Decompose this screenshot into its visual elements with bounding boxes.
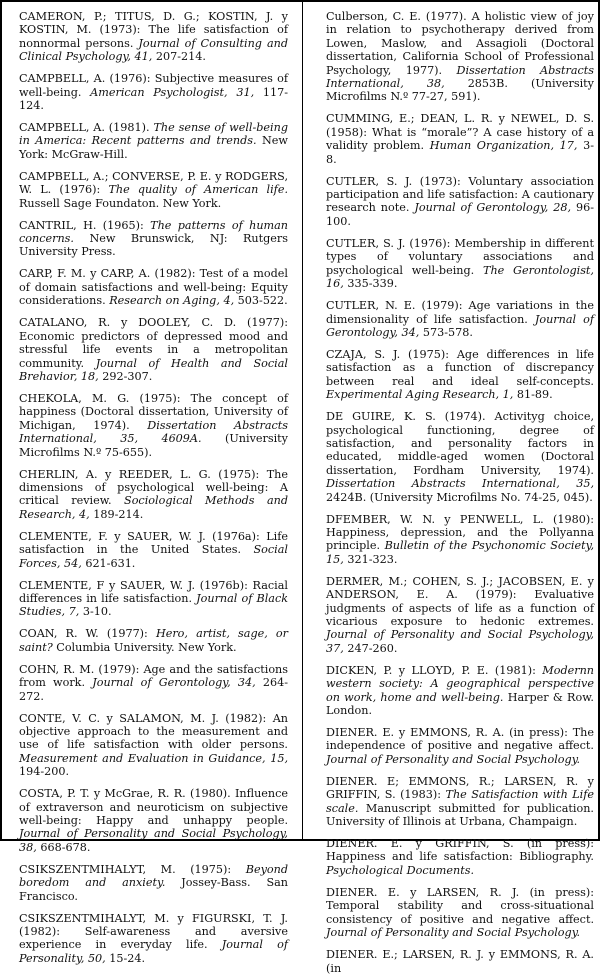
reference-entry — [19, 267, 288, 307]
reference-text: Culberson, C. E. (1977). A holistic view of joy in relation to psychotherapy derived from Lowen, Maslow, and Assagioli (Doctoral dissertation, California School of Professional Psychology, 1977). — [326, 10, 594, 77]
reference-entry — [19, 712, 288, 779]
reference-text: 292-307. — [98, 369, 153, 383]
reference-source: Journal of Gerontology, 34, — [326, 312, 594, 339]
reference-source: Journal of Consulting and Clinical Psychology, 41, — [19, 36, 289, 64]
reference-entry — [19, 627, 288, 654]
reference-text: DIENER. E. y EMMONS, R. A. (in press): The independence of positive and negative affect. — [326, 726, 594, 753]
reference-source: Journal of Black Studies, 7, — [19, 591, 288, 619]
reference-entry — [326, 775, 594, 829]
reference-source: The Satisfaction with Life scale. — [326, 788, 594, 815]
reference-source: The Gerontologist, 16, — [326, 263, 594, 291]
reference-text: 81-89. — [513, 388, 553, 402]
reference-entry — [326, 664, 594, 718]
reference-text: CARP, F. M. y CARP, A. (1982): Test of a model of domain satisfactions and well-being: Equity considerations. — [19, 267, 288, 308]
reference-entry — [19, 392, 288, 459]
left-column — [19, 10, 289, 965]
reference-text: 264-272. — [19, 676, 288, 703]
reference-text: 194-200. — [19, 765, 70, 779]
reference-text: 573-578. — [419, 325, 473, 339]
reference-text: 2853B. (University Microfilms N.º 77-27, 591). — [326, 77, 594, 104]
reference-text: CUMMING, E.; DEAN, L. R. y NEWEL, D. S. (1958): What is “morale”? A case history of a validity problem. — [326, 112, 594, 153]
column-divider — [302, 2, 303, 839]
reference-text: CUTLER, N. E. (1979): Age variations in the dimensionality of life satisfaction. — [326, 299, 594, 326]
reference-entry — [19, 10, 288, 64]
reference-text: New York: McGraw-Hill. — [19, 134, 288, 161]
reference-text: CLEMENTE, F. y SAUER, W. J. (1976a): Life satisfaction in the United States. — [19, 529, 288, 557]
reference-entry — [19, 219, 288, 259]
reference-text: CSIKSZENTMIHALYT, M. (1975): — [19, 862, 246, 876]
reference-text: CLEMENTE, F y SAUER, W. J. (1976b): Racial differences in life satisfaction. — [19, 578, 288, 605]
reference-source: The sense of well-being in America: Recent patterns and trends. — [19, 121, 288, 148]
reference-text: COAN, R. W. (1977): — [19, 627, 156, 641]
reference-entry — [326, 886, 594, 940]
reference-source: Journal of Health and Social Brehavior, 18, — [19, 356, 288, 383]
reference-entry — [19, 121, 288, 161]
reference-text: CANTRIL, H. (1965): — [19, 218, 151, 232]
reference-text: DFEMBER, W. N. y PENWELL, L. (1980): Happiness, depression, and the Pollyanna principle. — [326, 512, 594, 553]
reference-text: CAMPBELL, A.; CONVERSE, P. E. y RODGERS, W. L. (1976): — [19, 169, 288, 197]
reference-text: DICKEN, P. y LLOYD, P. E. (1981): — [326, 663, 543, 677]
reference-source: Dissertation Abstracts International, 35, 4609A. — [19, 418, 288, 446]
reference-source: Sociological Methods and Research, 4, — [19, 494, 288, 521]
reference-entry — [19, 316, 288, 383]
reference-source: Dissertation Abstracts International, 38, — [326, 63, 594, 91]
reference-text: DIENER. E. y GRIFFIN, S. (in press): Happiness and life satisfaction: Bibliography. — [326, 837, 594, 864]
reference-text: CZAJA, S. J. (1975): Age differences in life satisfaction as a function of discrepancy between real and ideal self-concepts. — [326, 347, 594, 388]
reference-entry — [326, 948, 594, 975]
reference-text: Columbia University. New York. — [52, 640, 237, 654]
reference-entry — [326, 837, 594, 877]
reference-entry — [19, 863, 288, 903]
reference-source: American Psychologist, 31, — [90, 85, 255, 99]
reference-text: DE GUIRE, K. S. (1974). Activityg choice, psychological functioning, degree of satisfaction, and personality factors in educated, middle-aged women (Doctoral dissertation, Fordham University, 1974). — [326, 410, 594, 477]
reference-source: Hero, artist, sage, or saint? — [19, 627, 289, 654]
reference-text: DIENER. E; EMMONS, R.; LARSEN, R. y GRIFFIN, S. (1983): — [326, 774, 594, 802]
reference-source: Experimental Aging Research, 1, — [326, 388, 514, 402]
reference-entry — [326, 112, 594, 166]
reference-text: 247-260. — [343, 641, 398, 655]
right-column — [326, 10, 594, 975]
reference-source: The quality of American life. — [108, 183, 288, 197]
reference-entry — [326, 513, 594, 567]
reference-source: Measurement and Evaluation in Guidance, 15, — [19, 751, 288, 765]
reference-source: Journal of Gerontology, 28, — [414, 201, 572, 215]
reference-source: Research on Aging, 4, — [109, 294, 235, 308]
reference-text: COSTA, P. T. y McGrae, R. R. (1980). Influence of extraverson and neuroticism on subjective well-being: Happy and unhappy people. — [19, 787, 288, 828]
reference-entry — [19, 72, 288, 112]
reference-text: New Brunswick, NJ: Rutgers University Press. — [19, 232, 288, 259]
reference-text: CSIKSZENTMIHALYT, M. y FIGURSKI, T. J. (1982): Self-awareness and aversive experience in everyday life. — [19, 911, 288, 952]
reference-text: CUTLER, S. J. (1973): Voluntary association participation and life satisfaction: A cautionary research note. — [326, 174, 594, 215]
reference-source: Journal of Personality and Social Psychology, 38, — [19, 827, 288, 854]
reference-source: Journal of Personality, 50, — [19, 938, 288, 965]
reference-source: Human Organization, 17, — [429, 139, 578, 153]
reference-text: CONTE, V. C. y SALAMON, M. J. (1982): An objective approach to the measurement and use of life satisfaction with older persons. — [19, 711, 288, 752]
reference-text: CUTLER, S. J. (1976): Membership in different types of voluntary associations and psychological well-being. — [326, 236, 594, 277]
reference-text: 335-339. — [343, 277, 398, 291]
reference-text: 2424B. (University Microfilms No. 74-25, 045). — [326, 490, 593, 504]
reference-entry — [326, 575, 594, 655]
reference-text: Manuscript submitted for publication. University of Illinois at Urbana, Champaign. — [326, 801, 594, 829]
reference-source: Journal of Personality and Social Psychology, 37, — [326, 628, 594, 655]
reference-text: 3-8. — [326, 139, 594, 166]
reference-entry — [326, 175, 594, 229]
reference-entry — [326, 348, 594, 402]
reference-entry — [19, 787, 288, 854]
reference-entry — [326, 726, 594, 766]
reference-text: Russell Sage Foundaton. New York. — [19, 196, 222, 210]
reference-source: The patterns of human concerns. — [19, 218, 289, 246]
reference-text: COHN, R. M. (1979): Age and the satisfactions from work. — [19, 662, 288, 690]
reference-entry — [19, 912, 288, 966]
reference-entry — [19, 579, 288, 619]
reference-entry — [19, 663, 288, 703]
reference-text: (University Microfilms N.º 75-655). — [19, 432, 288, 459]
reference-entry — [19, 530, 288, 570]
reference-text: Jossey-Bass. San Francisco. — [19, 876, 288, 903]
reference-source: Psychological Documents. — [326, 863, 475, 877]
reference-source: Journal of Personality and Social Psychology. — [326, 926, 581, 940]
reference-entry — [326, 237, 594, 291]
reference-source: Modernn western society: A geographical perspective on work, home and well-being. — [326, 663, 594, 704]
reference-text: CHEKOLA, M. G. (1975): The concept of happiness (Doctoral dissertation, University of Michigan, 1974). — [19, 391, 288, 432]
reference-text: 321-323. — [343, 552, 398, 566]
reference-text: Harper & Row. London. — [326, 690, 594, 718]
reference-text: CHERLIN, A. y REEDER, L. G. (1975): The dimensions of psychological well-being: A critical review. — [19, 467, 288, 508]
reference-entry — [19, 170, 288, 210]
reference-text: DIENER. E.; LARSEN, R. J. y EMMONS, R. A. (in — [326, 948, 594, 975]
reference-text: 621-631. — [81, 556, 136, 570]
reference-text: DERMER, M.; COHEN, S. J.; JACOBSEN, E. y ANDERSON, E. A. (1979): Evaluative judgments of aspects of life as a function of vicarious exposure to hedonic extremes. — [326, 574, 594, 628]
reference-text: CAMPBELL, A. (1981). — [19, 121, 154, 135]
reference-source: Journal of Personality and Social Psychology. — [326, 752, 581, 766]
reference-entry — [19, 468, 288, 522]
reference-source: Bulletin of the Psychonomic Society, 15, — [326, 539, 594, 566]
reference-text: 117-124. — [19, 85, 288, 113]
reference-text: CAMPBELL, A. (1976): Subjective measures of well-being. — [19, 72, 288, 99]
reference-entry — [326, 410, 594, 504]
reference-text: DIENER. E. y LARSEN, R. J. (in press): Temporal stability and cross-situational consistency of positive and negative affect. — [326, 885, 594, 926]
reference-source: Social Forces, 54, — [19, 543, 288, 570]
reference-entry — [326, 10, 594, 104]
reference-text: 189-214. — [89, 507, 144, 521]
reference-entry — [326, 299, 594, 339]
reference-text: CATALANO, R. y DOOLEY, C. D. (1977): Economic predictors of depressed mood and stressful life events in a metropolitan community. — [19, 316, 288, 370]
reference-source: Journal of Gerontology, 34, — [92, 676, 256, 690]
reference-text: 668-678. — [36, 840, 91, 854]
reference-source: Beyond boredom and anxiety. — [19, 862, 288, 890]
reference-source: Dissertation Abstracts International, 35, — [326, 477, 594, 491]
reference-text: 3-10. — [79, 605, 112, 619]
reference-text: 96-100. — [326, 201, 594, 228]
reference-text: 15-24. — [105, 951, 146, 965]
reference-text: 503-522. — [234, 294, 288, 308]
reference-text: 207-214. — [152, 50, 206, 64]
reference-text: CAMERON, P.; TITUS, D. G.; KOSTIN, J. y KOSTIN, M. (1973): The life satisfaction of nonnormal persons. — [19, 10, 288, 50]
